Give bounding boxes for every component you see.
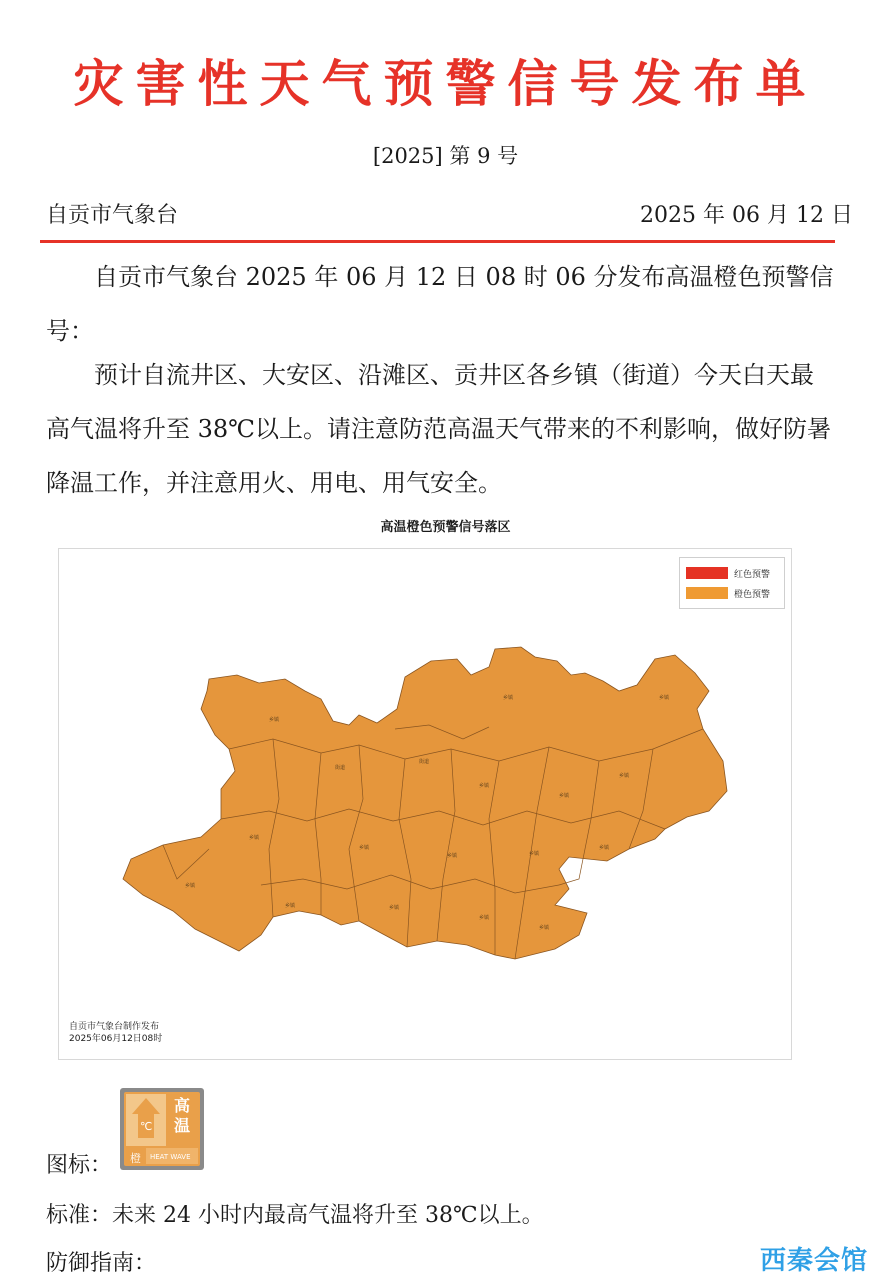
legend-item-orange xyxy=(686,586,770,600)
map-legend xyxy=(679,557,785,609)
svg-text:乡镇: 乡镇 xyxy=(479,915,490,921)
map-credit xyxy=(69,1021,162,1045)
legend-swatch-orange xyxy=(686,587,728,599)
svg-text:乡镇: 乡镇 xyxy=(285,903,296,909)
map-credit-line1: 自贡市气象台制作发布 xyxy=(69,1022,160,1032)
svg-text:乡镇: 乡镇 xyxy=(503,695,514,701)
thermometer-symbol: ℃ xyxy=(140,1120,153,1133)
svg-text:乡镇: 乡镇 xyxy=(479,783,490,789)
icon-heatwave-text: HEAT WAVE xyxy=(150,1153,191,1161)
svg-text:乡镇: 乡镇 xyxy=(269,717,280,723)
map-title: 高温橙色预警信号落区 xyxy=(380,520,511,535)
issue-date: 2025 年 06 月 12 日 xyxy=(640,203,853,228)
site-watermark: 西秦会馆 xyxy=(760,1246,869,1276)
warning-map-image xyxy=(59,549,791,1059)
issuer-name: 自贡市气象台 xyxy=(46,203,179,228)
map-credit-line2: 2025年06月12日08时 xyxy=(69,1034,163,1044)
red-divider xyxy=(40,240,835,243)
svg-text:乡镇: 乡镇 xyxy=(185,883,196,889)
document-title: 灾害性天气预警信号发布单 xyxy=(73,55,818,113)
svg-text:街道: 街道 xyxy=(419,759,430,765)
svg-text:乡镇: 乡镇 xyxy=(559,793,570,799)
icon-label: 图标： xyxy=(46,1153,113,1178)
svg-text:乡镇: 乡镇 xyxy=(539,925,550,931)
document-number: [2025] 第 9 号 xyxy=(372,144,519,168)
legend-item-red xyxy=(686,566,770,580)
heat-wave-orange-icon xyxy=(120,1088,204,1170)
svg-text:乡镇: 乡镇 xyxy=(389,905,400,911)
defense-guide-heading: 防御指南： xyxy=(46,1251,157,1276)
warning-paragraph: 自贡市气象台 2025 年 06 月 12 日 08 时 06 分发布高温橙色预警信号： xyxy=(46,263,834,345)
svg-text:乡镇: 乡镇 xyxy=(659,695,670,701)
standard-text: 标准：未来 24 小时内最高气温将升至 38℃以上。 xyxy=(46,1203,544,1228)
legend-label-orange: 橙色预警 xyxy=(734,589,771,600)
icon-orange-text: 橙 xyxy=(130,1152,141,1165)
warning-map xyxy=(58,548,792,1060)
legend-label-red: 红色预警 xyxy=(734,569,771,580)
svg-text:乡镇: 乡镇 xyxy=(529,851,540,857)
svg-text:乡镇: 乡镇 xyxy=(249,835,260,841)
legend-swatch-red xyxy=(686,567,728,579)
icon-heat-text: 高温 xyxy=(174,1096,191,1135)
svg-text:乡镇: 乡镇 xyxy=(599,845,610,851)
orange-warning-area xyxy=(123,647,727,959)
svg-text:街道: 街道 xyxy=(335,765,346,771)
svg-text:乡镇: 乡镇 xyxy=(447,853,458,859)
svg-text:乡镇: 乡镇 xyxy=(359,845,370,851)
forecast-paragraph: 预计自流井区、大安区、沿滩区、贡井区各乡镇（街道）今天白天最高气温将升至 38℃以上。请注意防范高温天气带来的不利影响，做好防暑降温工作，并注意用火、用电、用气安全。 xyxy=(46,361,832,497)
svg-text:乡镇: 乡镇 xyxy=(619,773,630,779)
